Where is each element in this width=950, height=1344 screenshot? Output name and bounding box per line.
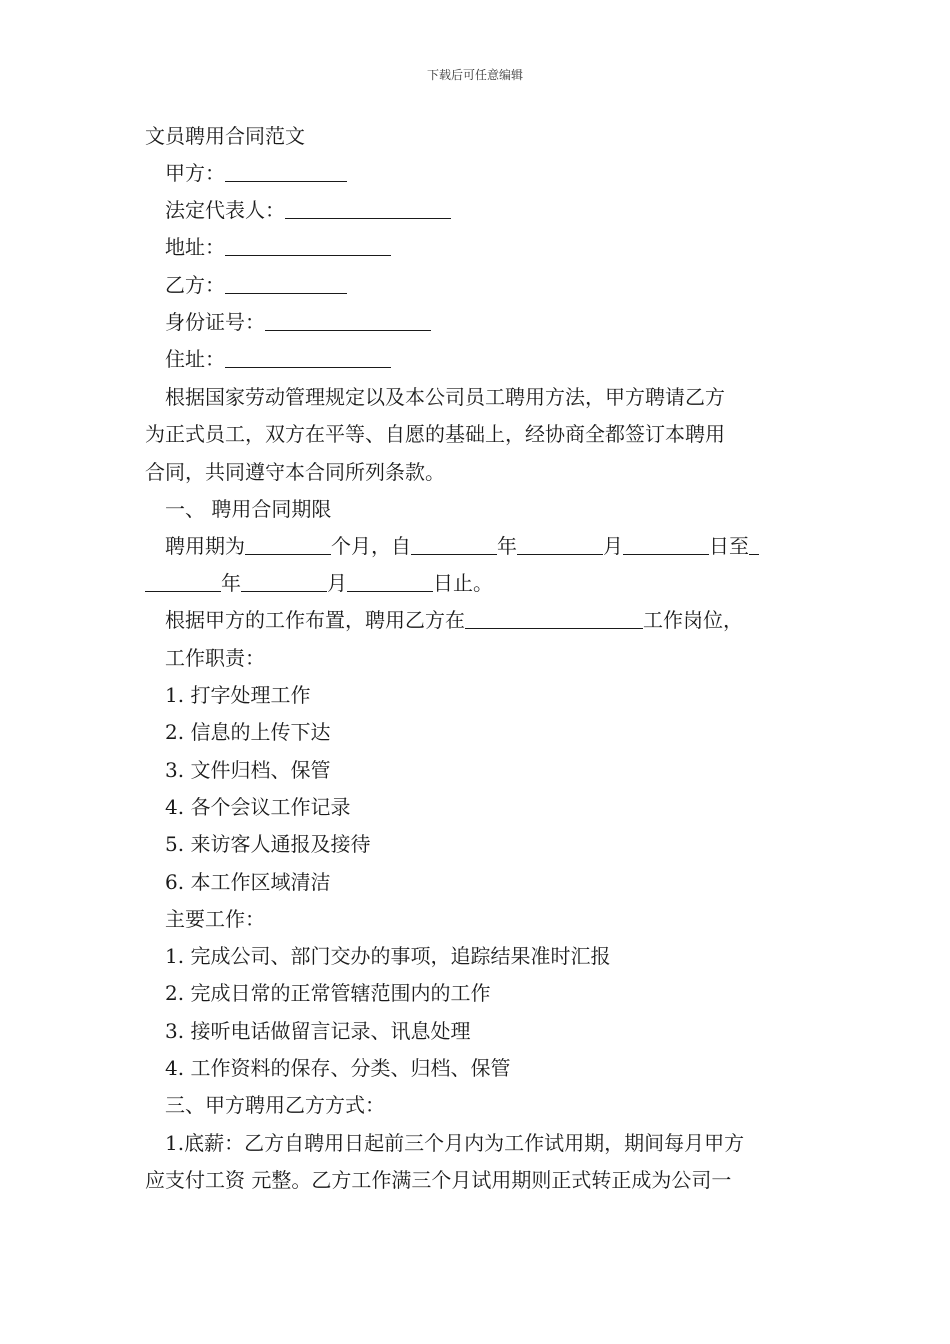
intro-line-1: 根据国家劳动管理规定以及本公司员工聘用方法，甲方聘请乙方 [165, 385, 725, 409]
field-label: 地址： [165, 235, 225, 259]
term-text: 个月，自 [331, 534, 411, 558]
field-party-b [165, 271, 347, 299]
intro-line-2: 为正式员工，双方在平等、自愿的基础上，经协商全都签订本聘用 [145, 422, 725, 446]
duty-item: 4. 各个会议工作记录 [165, 795, 351, 819]
salary-line-2: 应支付工资 元整。乙方工作满三个月试用期则正式转正成为公司一 [145, 1168, 732, 1192]
duty-item: 3. 文件归档、保管 [165, 758, 331, 782]
section-1-title: 一、 聘用合同期限 [165, 497, 332, 521]
blank-line [245, 534, 331, 555]
blank-line [225, 235, 391, 256]
main-work-item: 4. 工作资料的保存、分类、归档、保管 [165, 1056, 511, 1080]
term-text: 月 [327, 571, 347, 595]
term-text: 聘用期为 [165, 534, 245, 558]
blank-line [465, 608, 643, 629]
blank-line [265, 310, 431, 331]
term-text: 日止。 [433, 571, 493, 595]
field-address [165, 233, 391, 261]
field-label: 身份证号： [165, 310, 265, 334]
term-text: 年 [497, 534, 517, 558]
blank-line [225, 347, 391, 368]
term-line-2 [145, 569, 493, 597]
main-work-item: 2. 完成日常的正常管辖范围内的工作 [165, 981, 491, 1005]
intro-line-3: 合同，共同遵守本合同所列条款。 [145, 460, 445, 484]
duties-title: 工作职责： [165, 646, 265, 670]
blank-line [241, 571, 327, 592]
position-text: 根据甲方的工作布置，聘用乙方在 [165, 608, 465, 632]
position-line [165, 606, 743, 634]
field-label: 乙方： [165, 273, 225, 297]
main-work-item: 1. 完成公司、部门交办的事项，追踪结果准时汇报 [165, 944, 611, 968]
duty-item: 1. 打字处理工作 [165, 683, 311, 707]
term-text: 月 [603, 534, 623, 558]
field-label: 住址： [165, 347, 225, 371]
term-text: 日至 [709, 534, 749, 558]
field-label: 甲方： [165, 161, 225, 185]
field-legal-rep [165, 196, 451, 224]
term-text: 年 [221, 571, 241, 595]
main-work-title: 主要工作： [165, 907, 265, 931]
blank-line [225, 161, 347, 182]
main-work-item: 3. 接听电话做留言记录、讯息处理 [165, 1019, 471, 1043]
duty-item: 5. 来访客人通报及接待 [165, 832, 371, 856]
header-note: 下载后可任意编辑 [426, 68, 523, 82]
blank-line [749, 534, 759, 555]
blank-line [145, 571, 221, 592]
salary-line-1: 1.底薪：乙方自聘用日起前三个月内为工作试用期，期间每月甲方 [165, 1131, 745, 1155]
field-id-number [165, 308, 431, 336]
document-title: 文员聘用合同范文 [145, 124, 305, 148]
term-line-1 [165, 532, 759, 560]
field-label: 法定代表人： [165, 198, 285, 222]
field-residence [165, 345, 391, 373]
position-text: 工作岗位， [643, 608, 743, 632]
blank-line [623, 534, 709, 555]
blank-line [285, 198, 451, 219]
blank-line [517, 534, 603, 555]
blank-line [411, 534, 497, 555]
duty-item: 2. 信息的上传下达 [165, 720, 331, 744]
section-3-title: 三、甲方聘用乙方方式： [165, 1093, 385, 1117]
blank-line [225, 273, 347, 294]
field-party-a [165, 159, 347, 187]
blank-line [347, 571, 433, 592]
duty-item: 6. 本工作区域清洁 [165, 870, 331, 894]
